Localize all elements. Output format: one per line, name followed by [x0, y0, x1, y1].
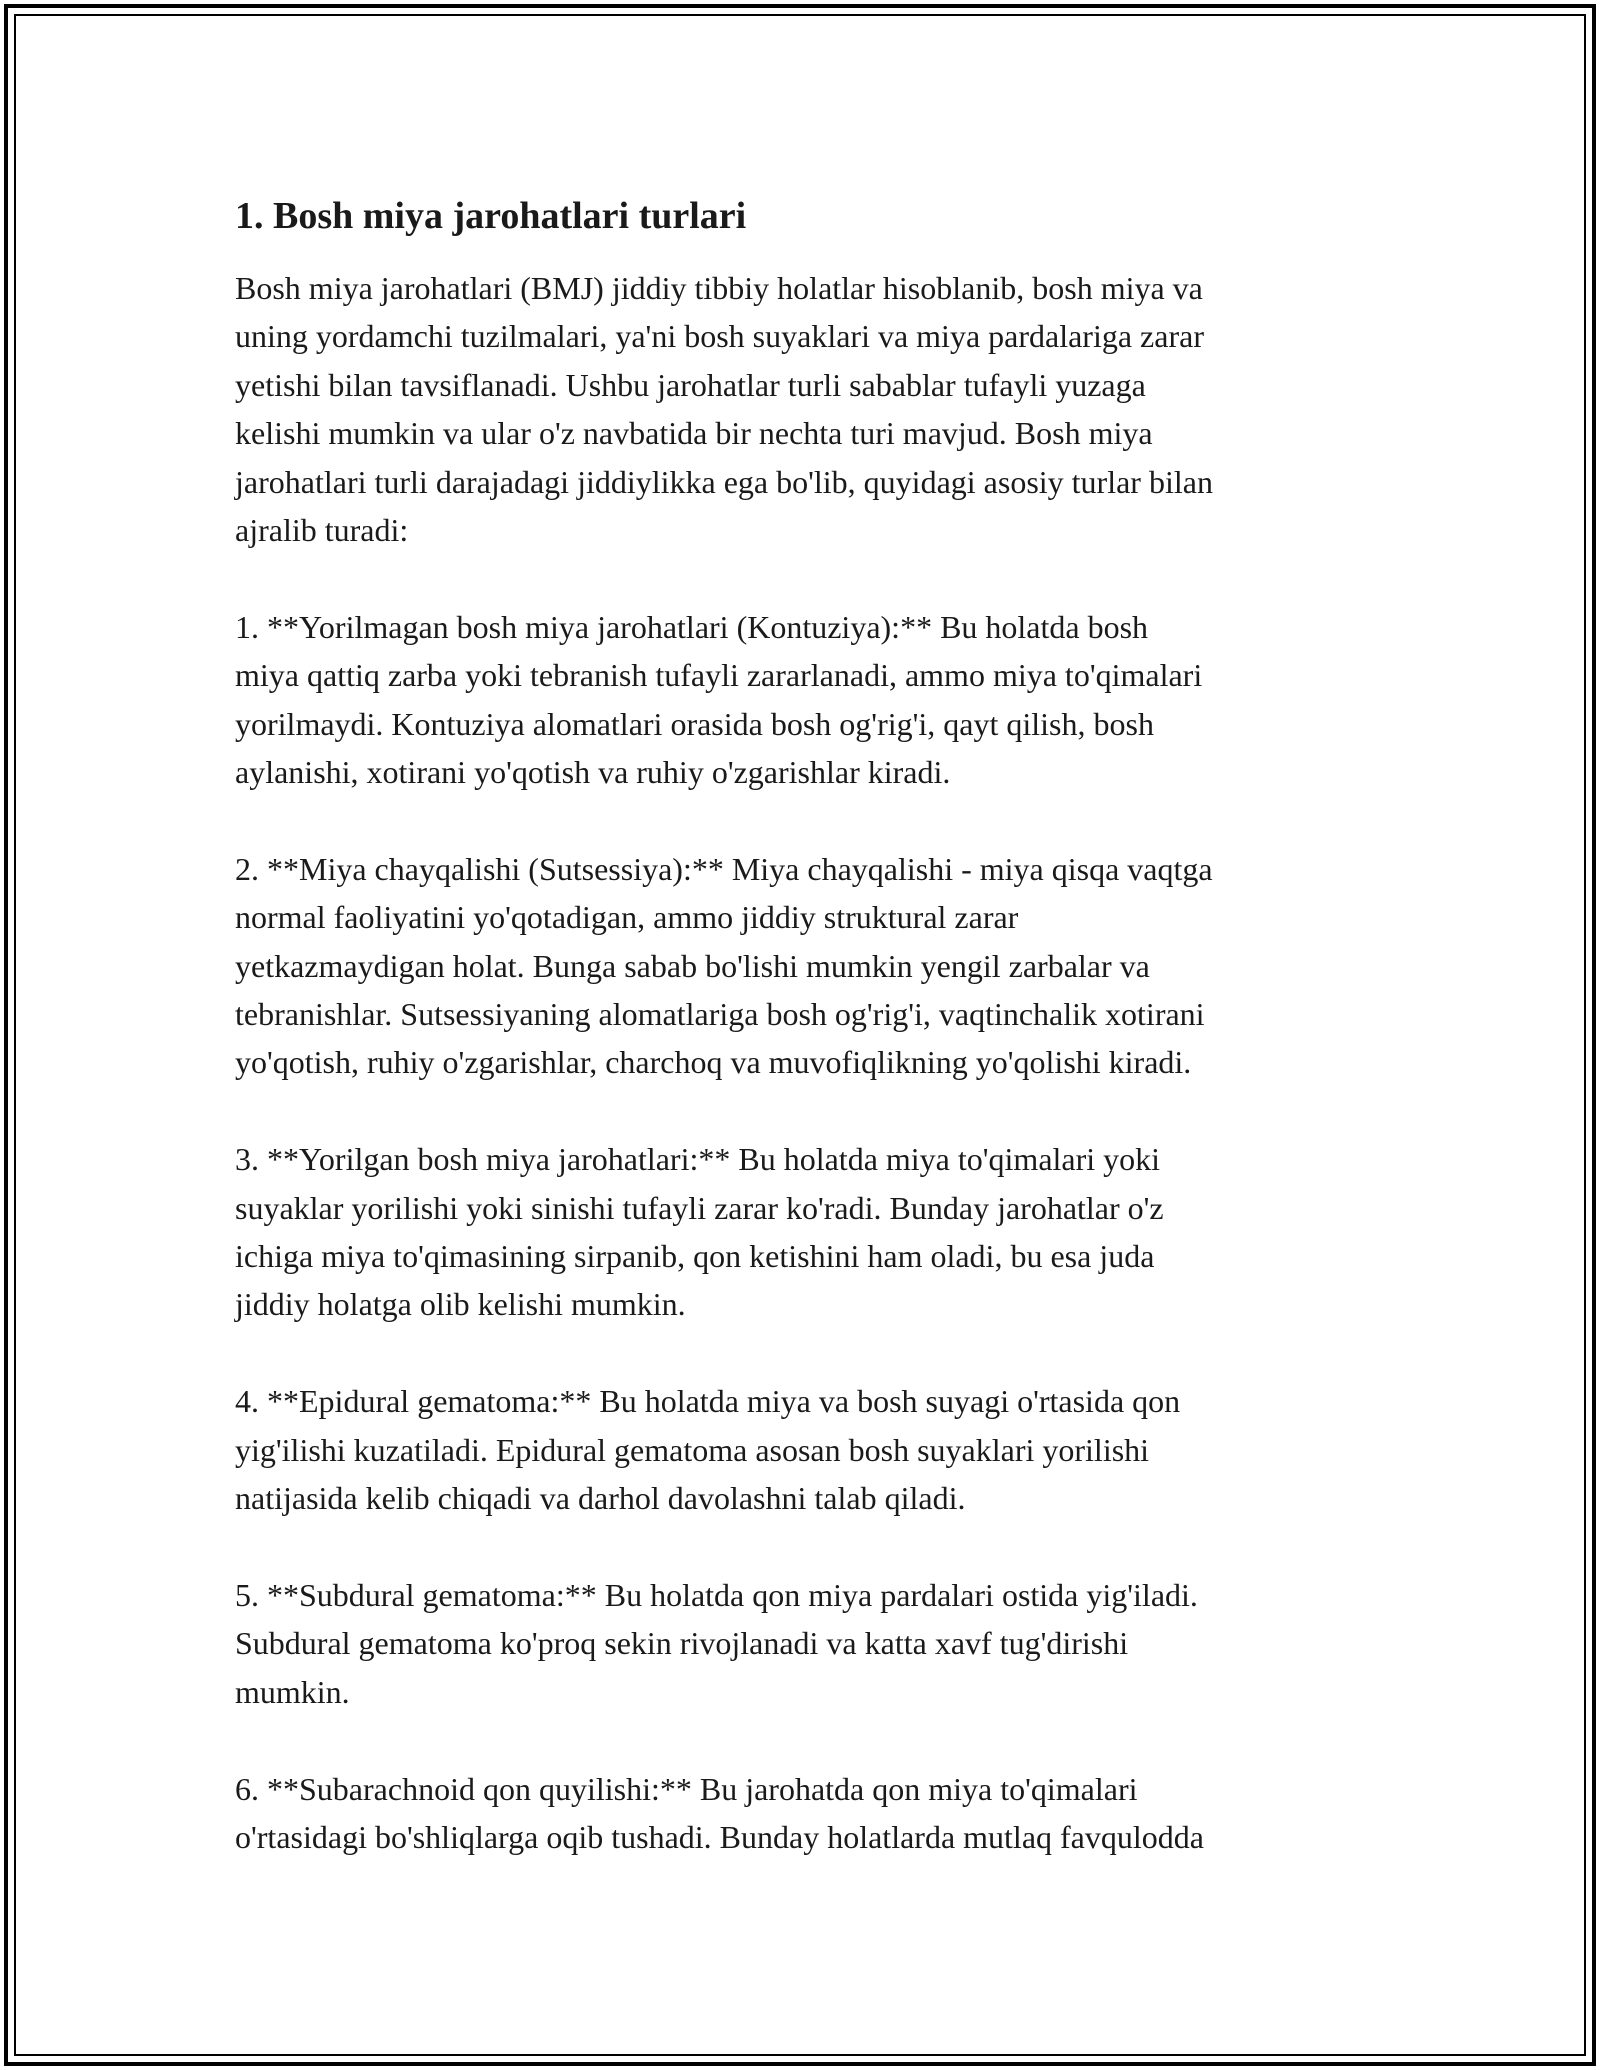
list-item-sutsessiya: 2. **Miya chayqalishi (Sutsessiya):** Miya chayqalishi - miya qisqa vaqtga normal faoliyatini yo'qotadigan, ammo jiddiy struktural zarar yetkazmaydigan holat. Bunga sabab bo'lishi mumkin yengil zarbalar va tebranishlar. Sutsessiyaning alomatlariga bosh og'rig'i, vaqtinchalik xotirani yo'qotish, ruhiy o'zgarishlar, charchoq va muvofiqlikning yo'qolishi kiradi.: [235, 850, 1213, 1081]
document-body: [235, 186, 1375, 1861]
list-item-yorilgan: 3. **Yorilgan bosh miya jarohatlari:** Bu holatda miya to'qimalari yoki suyaklar yorilishi yoki sinishi tufayli zarar ko'radi. Bunday jarohatlar o'z ichiga miya to'qimasining sirpanib, qon ketishini ham oladi, bu esa juda jiddiy holatga olib kelishi mumkin.: [235, 1141, 1164, 1323]
section-heading: 1. Bosh miya jarohatlari turlari: [235, 195, 747, 237]
list-item-epidural: 4. **Epidural gematoma:** Bu holatda miya va bosh suyagi o'rtasida qon yig'ilishi kuzatiladi. Epidural gematoma asosan bosh suyaklari yorilishi natijasida kelib chiqadi va darhol davolashni talab qiladi.: [235, 1383, 1181, 1517]
list-item-subarachnoid: 6. **Subarachnoid qon quyilishi:** Bu jarohatda qon miya to'qimalari o'rtasidagi bo'shliqlarga oqib tushadi. Bunday holatlarda mutlaq favqulodda: [235, 1770, 1204, 1855]
list-item-kontuziya: 1. **Yorilmagan bosh miya jarohatlari (Kontuziya):** Bu holatda bosh miya qattiq zarba yoki tebranish tufayli zararlanadi, ammo miya to'qimalari yorilmaydi. Kontuziya alomatlari orasida bosh og'rig'i, qayt qilish, bosh aylanishi, xotirani yo'qotish va ruhiy o'zgarishlar kiradi.: [235, 608, 1203, 791]
intro-paragraph: Bosh miya jarohatlari (BMJ) jiddiy tibbiy holatlar hisoblanib, bosh miya va uning yordamchi tuzilmalari, ya'ni bosh suyaklari va miya pardalariga zarar yetishi bilan tavsiflanadi. Ushbu jarohatlar turli sabablar tufayli yuzaga kelishi mumkin va ular o'z navbatida bir nechta turi mavjud. Bosh miya jarohatlari turli darajadagi jiddiylikka ega bo'lib, quyidagi asosiy turlar bilan ajralib turadi:: [235, 270, 1213, 549]
list-item-subdural: 5. **Subdural gematoma:** Bu holatda qon miya pardalari ostida yig'iladi. Subdural gematoma ko'proq sekin rivojlanadi va katta xavf tug'dirishi mumkin.: [235, 1576, 1198, 1710]
